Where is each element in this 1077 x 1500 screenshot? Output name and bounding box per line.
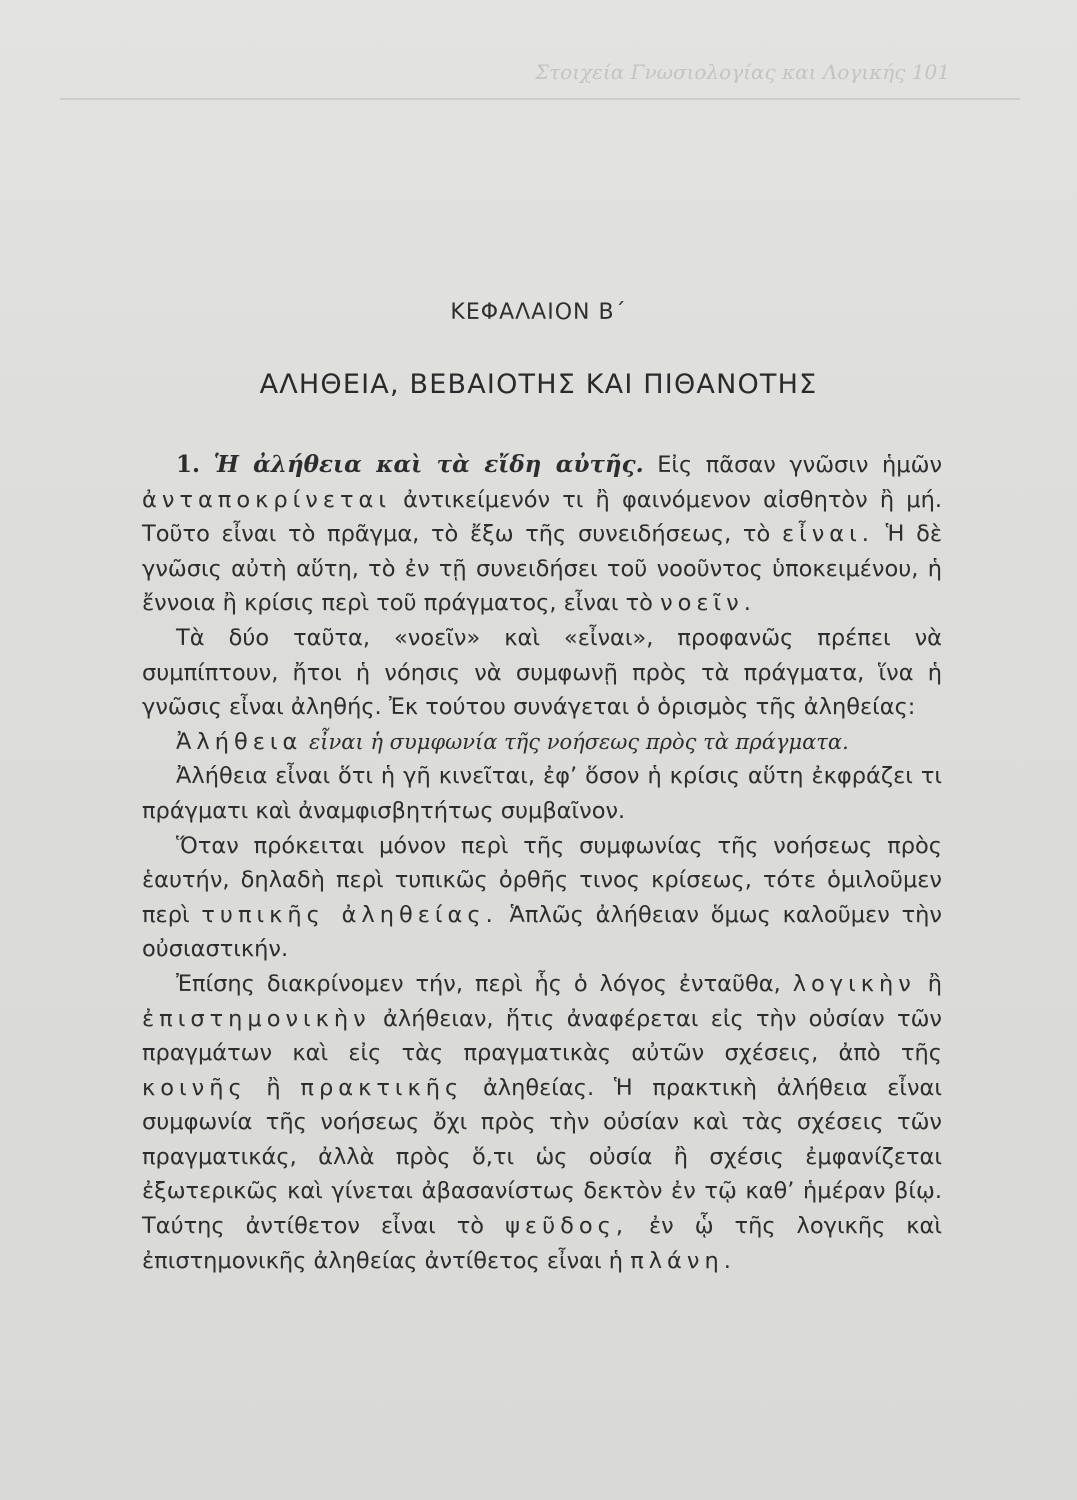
page-number: 101 bbox=[911, 60, 950, 84]
section-heading: Ἡ ἀλήθεια καὶ τὰ εἴδη αὐτῆς. bbox=[213, 451, 644, 478]
spaced-term: Ἀλήθεια bbox=[176, 728, 303, 755]
spaced-term: πλάνη. bbox=[630, 1247, 736, 1274]
spaced-term: ἀνταποκρίνεται bbox=[142, 486, 391, 513]
paragraph-5 bbox=[142, 967, 942, 1278]
text-run: Ὅταν πρόκειται μόνον περὶ τῆς συμφωνίας τῆς νοήσεως πρὸς ἑαυτήν, δηλαδὴ περὶ τυπικῶς ὀρθῆς τινος κρίσεως, τότε ὁμιλοῦμεν περὶ bbox=[142, 832, 942, 928]
text-run: ἢ bbox=[915, 970, 943, 997]
spaced-term: λογικὴν bbox=[792, 970, 916, 997]
paragraph-2: Τὰ δύο ταῦτα, «νοεῖν» καὶ «εἶναι», προφανῶς πρέπει νὰ συμπίπτουν, ἤτοι ἡ νόησις νὰ συμφωνῇ πρὸς τὰ πράγματα, ἵνα ἡ γνῶσις εἶναι ἀληθής. Ἐκ τούτου συνάγεται ὁ ὁρισμὸς τῆς ἀληθείας: bbox=[142, 624, 942, 721]
header-rule bbox=[60, 98, 1020, 100]
paragraph-3: Ἀλήθεια εἶναι ὅτι ἡ γῆ κινεῖται, ἐφ’ ὅσον ἡ κρίσις αὕτη ἐκφράζει τι πράγματι καὶ ἀναμφισβητήτως συμβαῖνον. bbox=[142, 763, 942, 824]
spaced-term: κοινῆς bbox=[142, 1074, 247, 1101]
section-number: 1. bbox=[176, 451, 201, 478]
text-run: ἢ bbox=[246, 1074, 301, 1101]
running-head-bleedthrough bbox=[430, 60, 950, 100]
text-run: Ἡ δὲ γνῶσις αὐτὴ αὕτη, τὸ ἐν τῇ συνειδήσει τοῦ νοοῦντος ὑποκειμένου, ἡ ἔννοια ἢ κρίσις περὶ τοῦ πράγματος, εἶναι τὸ bbox=[142, 521, 943, 617]
text-run: Ἐπίσης διακρίνομεν τήν, περὶ ἧς ὁ λόγος ἐνταῦθα, bbox=[176, 970, 793, 997]
spaced-term: πρακτικῆς bbox=[300, 1074, 464, 1101]
paragraph-section-1 bbox=[142, 448, 942, 621]
text-run: Ἁπλῶς ἀλήθειαν ὅμως καλοῦμεν τὴν οὐσιαστικήν. bbox=[142, 901, 942, 963]
definition-italic: εἶναι ἡ συμφωνία τῆς νοήσεως πρὸς τὰ πράγματα. bbox=[302, 729, 849, 754]
chapter-title: ΑΛΗΘΕΙΑ, ΒΕΒΑΙΟΤΗΣ ΚΑΙ ΠΙΘΑΝΟΤΗΣ bbox=[259, 369, 818, 400]
text-run: ἀντικείμενόν τι ἢ φαινόμενον αἰσθητὸν ἢ μή. Τοῦτο εἶναι τὸ πρᾶγμα, τὸ ἔξω τῆς συνειδήσεως, τὸ bbox=[142, 486, 942, 548]
chapter-label: ΚΕΦΑΛΑΙΟΝ Β΄ bbox=[450, 300, 627, 325]
paragraph-4 bbox=[142, 829, 942, 967]
text-run: ἀληθείας. Ἡ πρακτικὴ ἀλήθεια εἶναι συμφωνία τῆς νοήσεως ὄχι πρὸς τὴν οὐσίαν καὶ τὰς σχέσεις τῶν πραγματικάς, ἀλλὰ πρὸς ὅ,τι ὡς οὐσία ἢ σχέσις ἐμφανίζεται ἐξωτερικῶς καὶ γίνεται ἀβασανίστως δεκτὸν ἐν τῷ καθ’ ἡμέραν βίῳ. Ταύτης ἀντίθετον εἶναι τὸ bbox=[142, 1074, 942, 1240]
spaced-term: εἶναι. bbox=[781, 521, 874, 548]
text-run: ἀλήθειαν, ἥτις ἀναφέρεται εἰς τὴν οὐσίαν τῶν πραγμάτων καὶ εἰς τὰς πραγματικὰς αὐτῶν σχέσεις, ἀπὸ τῆς bbox=[142, 1005, 942, 1067]
text-run: ἐν ᾧ τῆς λογικῆς καὶ ἐπιστημονικῆς ἀληθείας ἀντίθετος εἶναι ἡ bbox=[142, 1213, 942, 1274]
spaced-term: τυπικῆς ἀληθείας. bbox=[201, 901, 498, 928]
text-run: Εἰς πᾶσαν γνῶσιν ἡμῶν bbox=[643, 452, 943, 478]
body-text bbox=[142, 448, 942, 1278]
running-head-text: Στοιχεία Γνωσιολογίας και Λογικής bbox=[534, 60, 906, 84]
spaced-term: ψεῦδος, bbox=[505, 1213, 628, 1240]
paragraph-definition bbox=[142, 725, 942, 760]
spaced-term: ἐπιστημονικὴν bbox=[142, 1005, 371, 1032]
spaced-term: νοεῖν. bbox=[660, 590, 756, 617]
